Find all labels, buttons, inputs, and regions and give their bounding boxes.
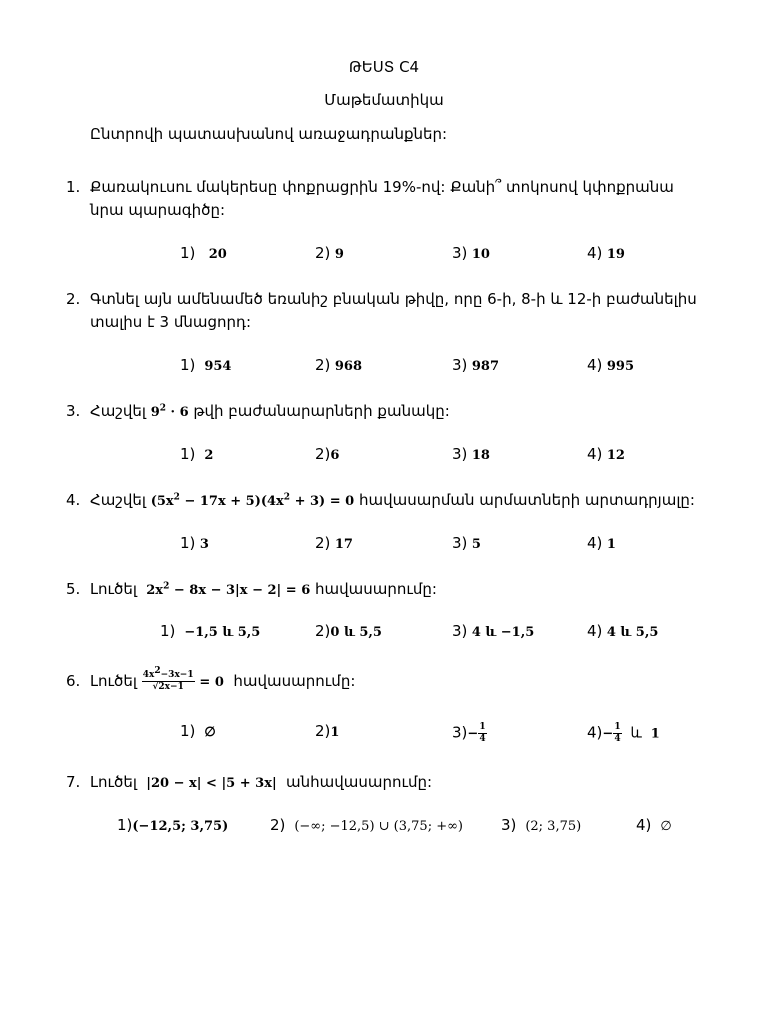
- answer-option[interactable]: 4) 4 և 5,5: [587, 622, 659, 640]
- math-expression: = 0: [199, 675, 224, 690]
- answer-option[interactable]: 3) 10: [452, 244, 490, 262]
- answer-option[interactable]: 3) 18: [452, 445, 490, 463]
- answer-option[interactable]: 3) 4 և −1,5: [452, 622, 535, 640]
- answer-option[interactable]: 4) 19: [587, 244, 625, 262]
- answer-option[interactable]: 4) ∅: [636, 816, 672, 834]
- question-text: Լուծել $2x^2 - 8x - 3|x - 2| = 6$ հավասարումը:: [90, 580, 437, 598]
- answer-option[interactable]: 2)6: [315, 445, 340, 463]
- instruction-text: Ընտրովի պատասխանով առաջադրանքներ:: [90, 125, 448, 143]
- answer-option[interactable]: 2)1: [315, 722, 340, 740]
- answer-option[interactable]: 4) 995: [587, 356, 634, 374]
- math-expression: |20 − x| < |5 + 3x|: [141, 776, 282, 791]
- question-text: Լուծել $\frac{4x^2-3x-1}{√2x-1}$ = 0 հավասարումը:: [90, 666, 356, 692]
- answer-option[interactable]: 3) 5: [452, 534, 481, 552]
- question-text: Հաշվել $(5x^2 - 17x + 5)(4x^2 + 3) = 0$ հավասարման արմատների արտադրյալը:: [90, 491, 695, 509]
- answer-option[interactable]: 3) 987: [452, 356, 499, 374]
- answer-option[interactable]: 4) 12: [587, 445, 625, 463]
- answer-option[interactable]: 3) (2; 3,75): [501, 816, 582, 834]
- question-number: 4.: [66, 491, 81, 509]
- math-fraction: $\frac{4x^2-3x-1}{√2x-1}$: [142, 666, 194, 692]
- answer-option[interactable]: 2) 968: [315, 356, 362, 374]
- answer-option[interactable]: 4)− $\frac{1}{4}$ և 1: [587, 722, 660, 744]
- answer-option[interactable]: 2) 9: [315, 244, 344, 262]
- answer-option[interactable]: 4) 1: [587, 534, 616, 552]
- answer-option[interactable]: 1) −1,5 և 5,5: [160, 622, 261, 640]
- question-text: Քառակուսու մակերեսը փոքրացրին 19%-ով: Քանի՞ տոկոսով կփոքրանա նրա պարագիծը:: [90, 178, 674, 219]
- question-number: 2.: [66, 290, 81, 308]
- answer-option[interactable]: 1) 3: [180, 534, 209, 552]
- answer-option[interactable]: 1)(−12,5; 3,75): [117, 816, 229, 834]
- answer-option[interactable]: 1) ∅: [180, 722, 216, 740]
- test-title: ԹԵՍՏ C4: [348, 58, 420, 76]
- answer-option[interactable]: 2) 17: [315, 534, 353, 552]
- subject-title: Մաթեմատիկա: [324, 91, 444, 109]
- math-expression: $(5x^2 - 17x + 5)(4x^2 + 3) = 0$: [150, 492, 355, 509]
- answer-option[interactable]: 2) (−∞; −12,5) ∪ (3,75; +∞): [270, 816, 464, 834]
- question-number: 3.: [66, 402, 81, 420]
- answer-option[interactable]: 1) 2: [180, 445, 214, 463]
- question-text: Լուծել |20 − x| < |5 + 3x| անհավասարումը:: [90, 773, 433, 791]
- answer-option[interactable]: 1) 20: [180, 244, 227, 262]
- question-text: Գտնել այն ամենամեծ եռանիշ բնական թիվը, որը 6-ի, 8-ի և 12-ի բաժանելիս տալիս է 3 մնացորդ:: [90, 290, 697, 331]
- question-number: 1.: [66, 178, 81, 196]
- math-expression: $9^2 \cdot 6$: [150, 403, 189, 420]
- question-text: Հաշվել $9^2 \cdot 6$ թվի բաժանարարների քանակը:: [90, 402, 450, 420]
- answer-option[interactable]: 3)− $\frac{1}{4}$: [452, 722, 486, 744]
- question-number: 7.: [66, 773, 81, 791]
- question-number: 6.: [66, 672, 81, 690]
- answer-option[interactable]: 2)0 և 5,5: [315, 622, 382, 640]
- question-number: 5.: [66, 580, 81, 598]
- math-expression: $2x^2 - 8x - 3|x - 2| = 6$: [141, 581, 311, 598]
- answer-option[interactable]: 1) 954: [180, 356, 232, 374]
